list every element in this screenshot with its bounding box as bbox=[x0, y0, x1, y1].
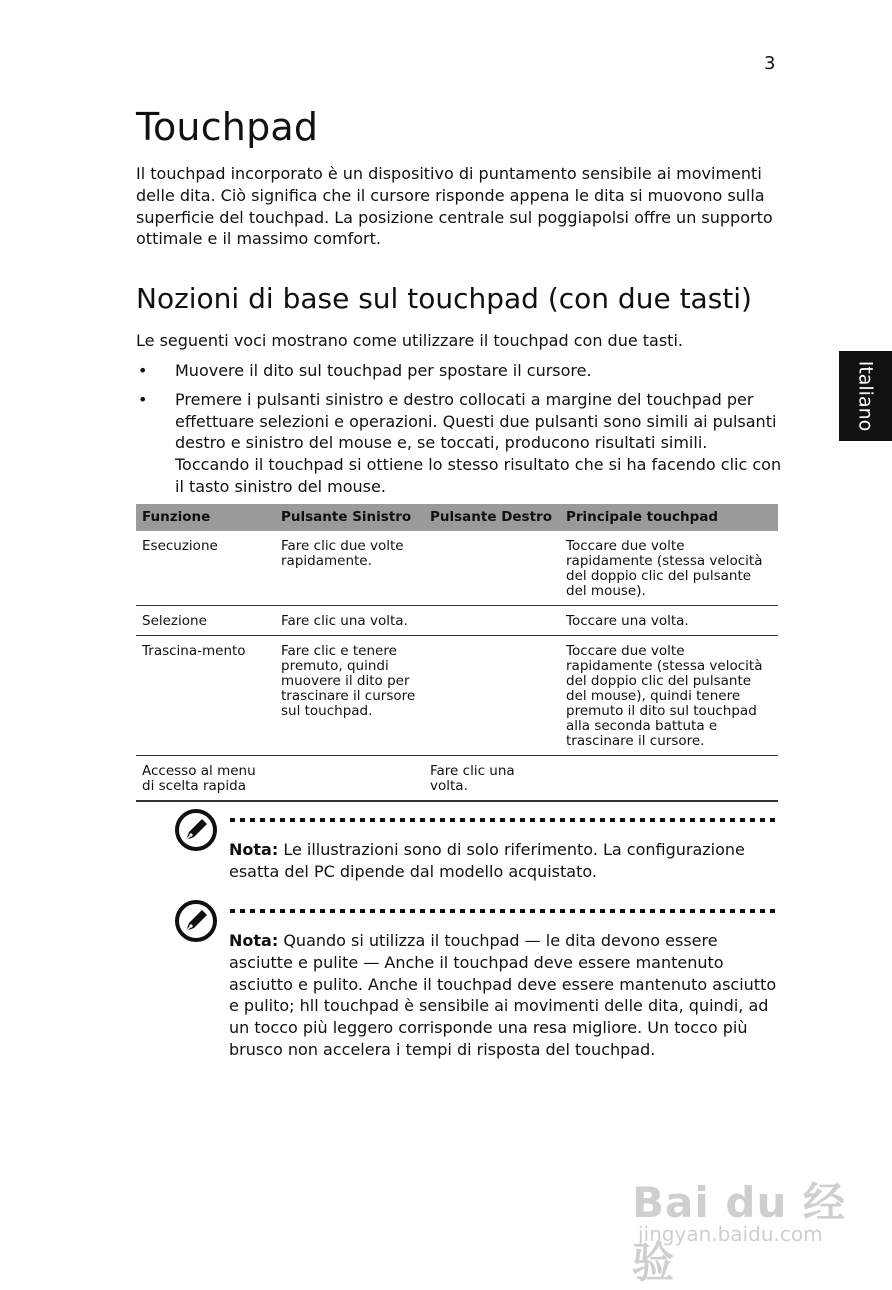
header-pulsante-destro: Pulsante Destro bbox=[424, 504, 560, 531]
table-cell: Fare clic una volta. bbox=[275, 606, 424, 636]
table-cell bbox=[560, 756, 778, 802]
table-row bbox=[136, 606, 778, 636]
list-item-text: Muovere il dito sul touchpad per spostare il cursore. bbox=[175, 361, 592, 380]
list-item bbox=[136, 389, 786, 498]
bullet-list bbox=[136, 360, 786, 505]
header-pulsante-sinistro: Pulsante Sinistro bbox=[275, 504, 424, 531]
section-title: Nozioni di base sul touchpad (con due tasti) bbox=[136, 282, 752, 315]
page-title: Touchpad bbox=[136, 105, 319, 149]
note-body: Le illustrazioni sono di solo riferimento. La configurazione esatta del PC dipende dal modello acquistato. bbox=[229, 840, 745, 881]
table-cell: Accesso al menu di scelta rapida bbox=[136, 756, 275, 802]
table-cell: Toccare due volte rapidamente (stessa velocità del doppio clic del pulsante del mouse). bbox=[560, 531, 778, 606]
table-cell bbox=[424, 531, 560, 606]
functions-table bbox=[136, 504, 778, 802]
table-cell bbox=[424, 636, 560, 756]
table-row bbox=[136, 756, 778, 802]
dotted-divider bbox=[230, 909, 776, 913]
baidu-watermark bbox=[628, 1150, 848, 1287]
pen-note-icon bbox=[174, 899, 218, 943]
language-tab bbox=[839, 351, 892, 441]
page-number: 3 bbox=[764, 53, 776, 74]
dotted-divider bbox=[230, 818, 776, 822]
table-header-row bbox=[136, 504, 778, 531]
table-row bbox=[136, 636, 778, 756]
note-label: Nota: bbox=[229, 840, 279, 859]
table-cell: Esecuzione bbox=[136, 531, 275, 606]
watermark-url: jingyan.baidu.com bbox=[638, 1222, 823, 1246]
table-row bbox=[136, 531, 778, 606]
intro-paragraph: Il touchpad incorporato è un dispositivo di puntamento sensibile ai movimenti delle dita. Ciò significa che il cursore risponde appena le dita si muovono sulla superficie del touchpad. La posizione centrale sul poggiapolsi offre un supporto ottimale e il massimo comfort. bbox=[136, 164, 773, 249]
table-cell bbox=[424, 606, 560, 636]
pen-note-icon bbox=[174, 808, 218, 852]
table-cell: Trascina-mento bbox=[136, 636, 275, 756]
list-item bbox=[136, 360, 786, 382]
section-lead: Le seguenti voci mostrano come utilizzare il touchpad con due tasti. bbox=[136, 331, 683, 350]
table-cell bbox=[275, 756, 424, 802]
bullet-icon: • bbox=[138, 361, 148, 380]
table-cell: Fare clic una volta. bbox=[424, 756, 560, 802]
bullet-icon: • bbox=[138, 389, 148, 409]
table-cell: Fare clic due volte rapidamente. bbox=[275, 531, 424, 606]
header-principale-touchpad: Principale touchpad bbox=[560, 504, 778, 531]
language-tab-label: Italiano bbox=[854, 360, 877, 432]
table-cell: Fare clic e tenere premuto, quindi muovere il dito per trascinare il cursore sul touchpad. bbox=[275, 636, 424, 756]
note-body: Quando si utilizza il touchpad — le dita devono essere asciutte e pulite — Anche il touchpad deve essere mantenuto asciutto e pulito. Anche il touchpad deve essere mantenuto asciutto e pulito; hll touchpad è sensibile ai movimenti delle dita, quindi, ad un tocco più leggero corrisponde una resa migliore. Un tocco più brusco non accelera i tempi di risposta del touchpad. bbox=[229, 931, 777, 1059]
header-funzione: Funzione bbox=[136, 504, 275, 531]
watermark-logo: Bai du 经验 bbox=[632, 1178, 846, 1287]
note-label: Nota: bbox=[229, 931, 279, 950]
note-text bbox=[229, 839, 777, 883]
list-item-text: Premere i pulsanti sinistro e destro collocati a margine del touchpad per effettuare selezioni e operazioni. Questi due pulsanti sono simili ai pulsanti destro e sinistro del mouse e, se toccati, producono risultati simili. Toccando il touchpad si ottiene lo stesso risultato che si ha facendo clic con il tasto sinistro del mouse. bbox=[175, 389, 782, 496]
table-cell: Toccare due volte rapidamente (stessa velocità del doppio clic del pulsante del mouse), quindi tenere premuto il dito sul touchpad alla seconda battuta e trascinare il cursore. bbox=[560, 636, 778, 756]
table-cell: Selezione bbox=[136, 606, 275, 636]
note-text bbox=[229, 930, 777, 1061]
table-cell: Toccare una volta. bbox=[560, 606, 778, 636]
